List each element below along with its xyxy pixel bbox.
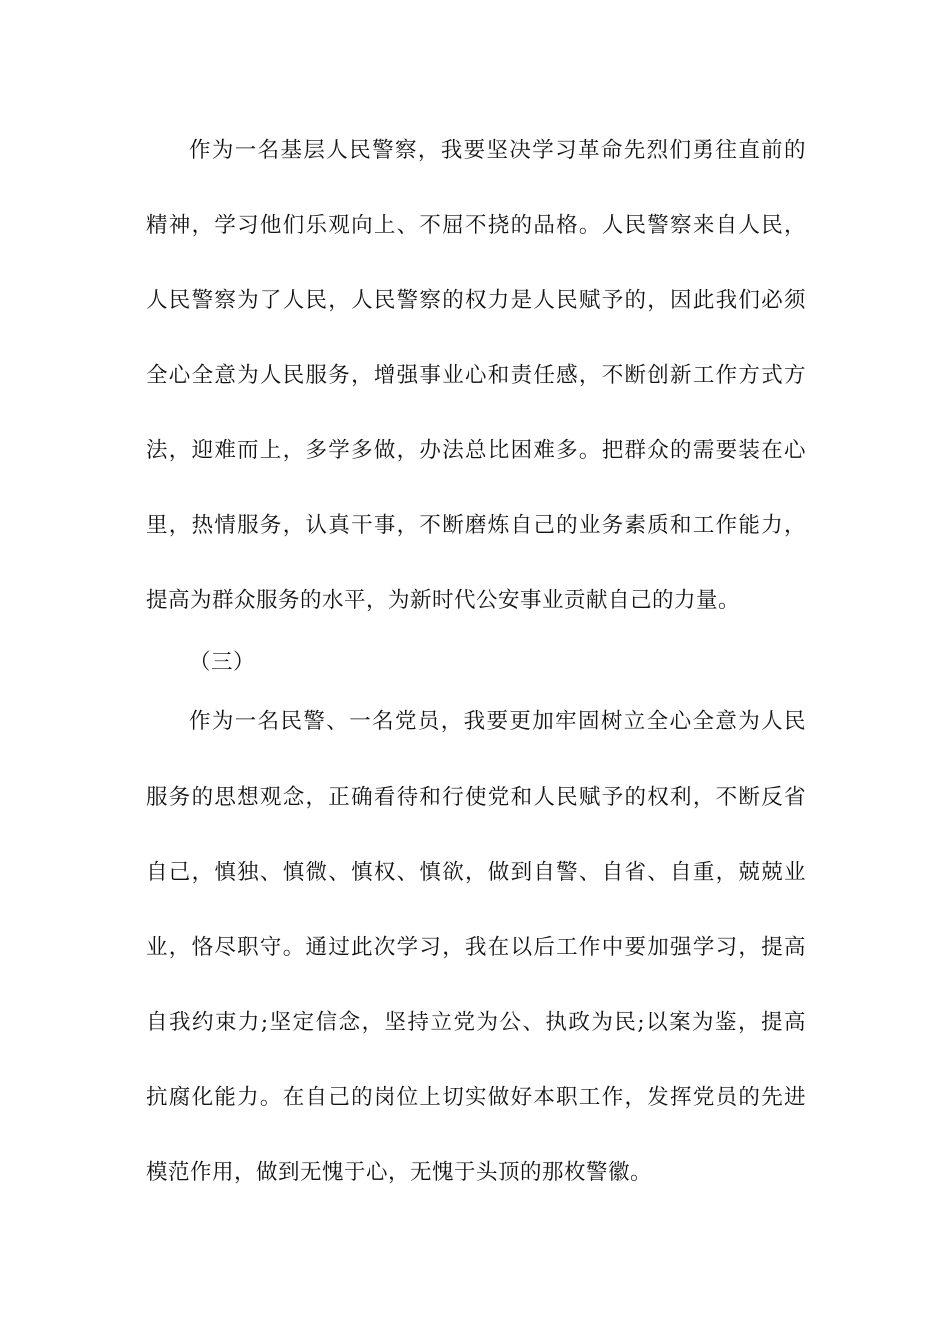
paragraph-1-line-1: 作为一名基层人民警察，我要坚决学习革命先烈们勇往直前的 <box>189 138 806 163</box>
section-heading: （三） <box>189 650 256 675</box>
paragraph-2-line-3: 自己，慎独、慎微、慎权、慎欲，做到自警、自省、自重，兢兢业 <box>146 860 806 885</box>
paragraph-1-line-3: 人民警察为了人民，人民警察的权力是人民赋予的，因此我们必须 <box>146 288 806 313</box>
paragraph-2-line-6: 抗腐化能力。在自己的岗位上切实做好本职工作，发挥党员的先进 <box>146 1085 806 1110</box>
paragraph-2-line-1: 作为一名民警、一名党员，我要更加牢固树立全心全意为人民 <box>189 709 806 734</box>
paragraph-2-line-5: 自我约束力;坚定信念，坚持立党为公、执政为民;以案为鉴，提高 <box>146 1010 806 1035</box>
paragraph-1-line-6: 里，热情服务，认真干事，不断磨炼自己的业务素质和工作能力， <box>146 513 806 538</box>
paragraph-1-line-5: 法，迎难而上，多学多做，办法总比困难多。把群众的需要装在心 <box>146 438 806 463</box>
paragraph-2-line-7: 模范作用，做到无愧于心，无愧于头顶的那枚警徽。 <box>146 1160 653 1185</box>
paragraph-1-line-2: 精神，学习他们乐观向上、不屈不挠的品格。人民警察来自人民， <box>146 213 806 238</box>
paragraph-2-line-4: 业，恪尽职守。通过此次学习，我在以后工作中要加强学习，提高 <box>146 935 806 960</box>
paragraph-1-line-7: 提高为群众服务的水平，为新时代公安事业贡献自己的力量。 <box>146 588 741 613</box>
paragraph-1-line-4: 全心全意为人民服务，增强事业心和责任感，不断创新工作方式方 <box>146 363 806 388</box>
paragraph-2-line-2: 服务的思想观念，正确看待和行使党和人民赋予的权利，不断反省 <box>146 785 806 810</box>
